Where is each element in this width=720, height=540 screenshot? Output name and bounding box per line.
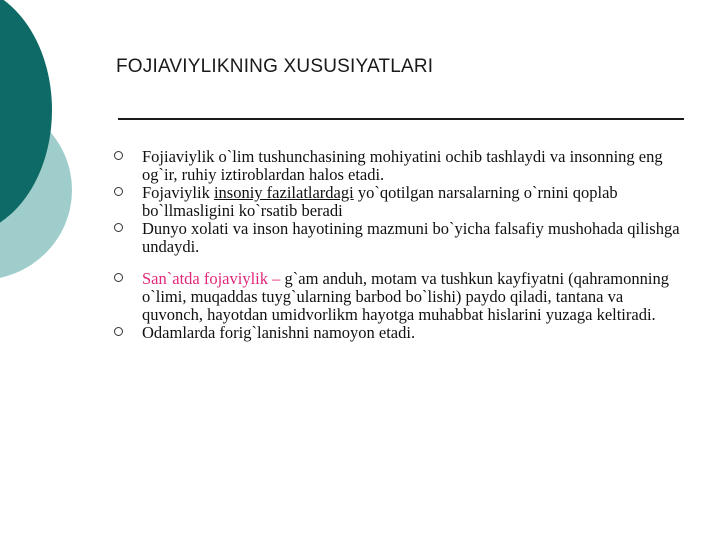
bullet-item-4 (114, 270, 684, 324)
bullet-item-2 (114, 184, 684, 220)
title-divider (118, 118, 684, 120)
bullet-text-highlight: San`atda fojaviylik – (142, 269, 281, 288)
bullet-text-suffix: yo`qotilgan narsalarning o`rnini qoplab bo`llmasligini ko`rsatib beradi (142, 183, 618, 220)
bullet-item-5 (114, 324, 684, 342)
bullet-text: Dunyo xolati va inson hayotining mazmuni bo`yicha falsafiy mushohada qilishga undaydi. (142, 219, 680, 256)
circle-bullet-icon (114, 223, 123, 232)
circle-bullet-icon (114, 151, 123, 160)
bullet-text: Odamlarda forig`lanishni namoyon etadi. (142, 323, 416, 342)
bullet-text-prefix: Fojaviylik (142, 183, 214, 202)
bullet-item-3 (114, 220, 684, 256)
circle-bullet-icon (114, 273, 123, 282)
slide-title: FOJIAVIYLIKNING XUSUSIYATLARI (116, 56, 434, 77)
bullet-text: Fojiaviylik o`lim tushunchasining mohiyatini ochib tashlaydi va insonning eng og`ir, ruhiy iztiroblardan halos etadi. (142, 147, 663, 184)
bullet-list (114, 148, 684, 342)
circle-bullet-icon (114, 327, 123, 336)
bullet-item-1 (114, 148, 684, 184)
bullet-text-suffix: g`am anduh, motam va tushkun kayfiyatni (qahramonning o`limi, muqaddas tuyg`ularning barbod bo`lishi) paydo qiladi, tantana va quvonch, hayotdan umidvorlikm hayotga muhabbat hislarini yuzaga keltiradi. (142, 269, 669, 324)
bullet-text-underlined: insoniy fazilatlardagi (213, 183, 354, 202)
circle-bullet-icon (114, 187, 123, 196)
